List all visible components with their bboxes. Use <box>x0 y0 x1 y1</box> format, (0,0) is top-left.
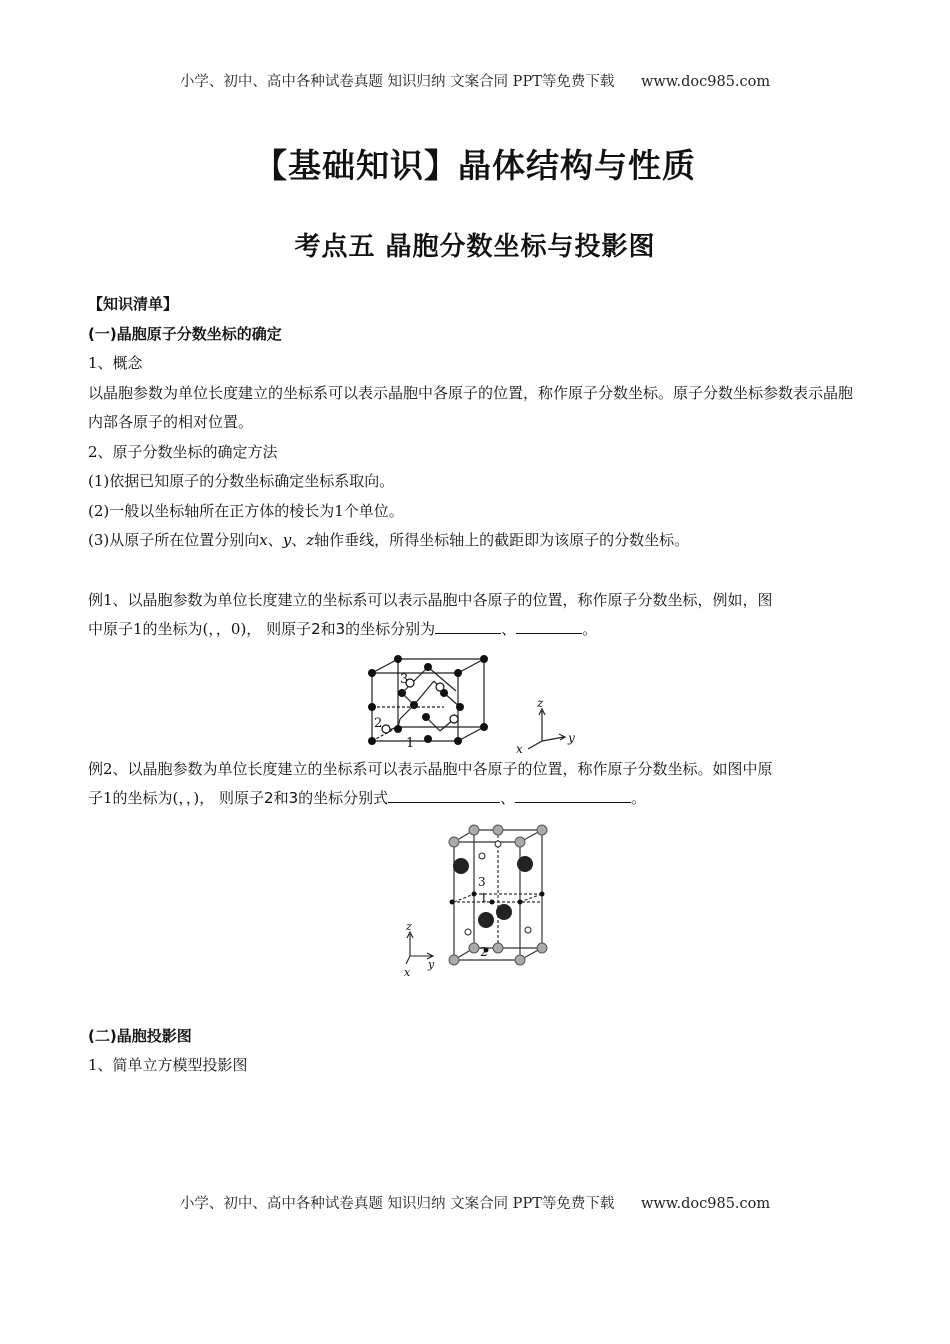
knowledge-list-title: 【知识清单】 <box>88 295 179 313</box>
method-step-1: (1)依据已知原子的分数坐标确定坐标系取向。 <box>88 472 395 490</box>
axes-example1 <box>528 709 565 749</box>
cubic-cell-svg <box>88 645 864 755</box>
atom-solid <box>368 737 376 745</box>
method-step-2: (2)一般以坐标轴所在正方体的棱长为1个单位。 <box>88 501 404 520</box>
main-content <box>88 290 864 1081</box>
axis2-label-x: x <box>404 965 411 979</box>
example2-line2: 子1的坐标为(，，)， 则原子2和3的坐标分别式 、 。 <box>88 784 864 814</box>
example1-blank-1[interactable] <box>435 615 501 634</box>
header-site: www.doc985.com <box>640 74 771 90</box>
axis-label-y: y <box>568 730 575 745</box>
label2-atom-1: 1 <box>480 890 488 905</box>
atom-solid <box>480 655 488 663</box>
footer-site: www.doc985.com <box>640 1196 771 1212</box>
example2-line1: 例2、以晶胞参数为单位长度建立的坐标系可以表示晶胞中各原子的位置，称作原子分数坐标。如图中原 <box>88 759 773 778</box>
label2-atom-2: 2 <box>480 944 488 959</box>
page-subtitle: 考点五 晶胞分数坐标与投影图 <box>294 232 656 262</box>
atom-solid <box>410 701 418 709</box>
part1-heading: (一)晶胞原子分数坐标的确定 <box>88 324 282 343</box>
header-text: 小学、初中、高中各种试卷真题 知识归纳 文案合同 PPT等免费下载 <box>179 74 615 90</box>
part2-heading: (二)晶胞投影图 <box>88 1026 192 1045</box>
axis-label-z: z <box>537 695 544 710</box>
page-header <box>0 70 950 91</box>
figure-cubic-cell <box>88 645 864 755</box>
tetragonal-cell-svg <box>88 822 864 982</box>
concept-label: 1、概念 <box>88 354 143 372</box>
footer-text: 小学、初中、高中各种试卷真题 知识归纳 文案合同 PPT等免费下载 <box>179 1196 615 1212</box>
label-atom-2: 2 <box>374 715 383 731</box>
atom-solid <box>454 737 462 745</box>
example1-blank-2[interactable] <box>516 615 582 634</box>
page-footer <box>0 1192 950 1213</box>
concept-text: 以晶胞参数为单位长度建立的坐标系可以表示晶胞中各原子的位置，称作原子分数坐标。原子分数坐标参数表示晶胞内部各原子的相对位置。 <box>88 383 854 431</box>
atom-solid <box>368 703 376 711</box>
atom-open-2 <box>382 725 390 733</box>
atom-solid <box>480 723 488 731</box>
cell2-back-face <box>474 830 542 948</box>
axis2-label-z: z <box>406 919 412 933</box>
cell2-large-atoms <box>453 856 533 928</box>
example2-blank-1[interactable] <box>388 784 500 803</box>
example2-blank-2[interactable] <box>515 784 631 803</box>
part2-item1: 1、简单立方模型投影图 <box>88 1056 248 1074</box>
page-title: 【基础知识】晶体结构与性质 <box>254 146 696 185</box>
atom-solid <box>398 689 406 697</box>
atom-solid <box>424 735 432 743</box>
atom-solid <box>394 725 402 733</box>
method-step-3: (3)从原子所在位置分别向x、y、z轴作垂线，所得坐标轴上的截距即为该原子的分数坐标。 <box>88 531 690 549</box>
atom-solid <box>456 703 464 711</box>
atom-solid <box>422 713 430 721</box>
atom-solid <box>368 669 376 677</box>
atom-solid <box>454 669 462 677</box>
figure-tetragonal-cell <box>88 822 864 982</box>
atom-solid <box>424 663 432 671</box>
label-atom-1: 1 <box>406 735 415 751</box>
example1-line2: 中原子1的坐标为(，，0)， 则原子2和3的坐标分别为 、 。 <box>88 615 864 645</box>
atom-solid <box>394 655 402 663</box>
atom-open <box>450 715 458 723</box>
atom-open <box>436 683 444 691</box>
example1-line1: 例1、以晶胞参数为单位长度建立的坐标系可以表示晶胞中各原子的位置，称作原子分数坐标，例如，图 <box>88 590 773 609</box>
axis2-label-y: y <box>428 957 435 971</box>
label2-atom-3: 3 <box>478 874 486 889</box>
axis-label-x: x <box>516 741 523 755</box>
method-label: 2、原子分数坐标的确定方法 <box>88 442 278 461</box>
label-atom-3: 3 <box>400 671 409 687</box>
